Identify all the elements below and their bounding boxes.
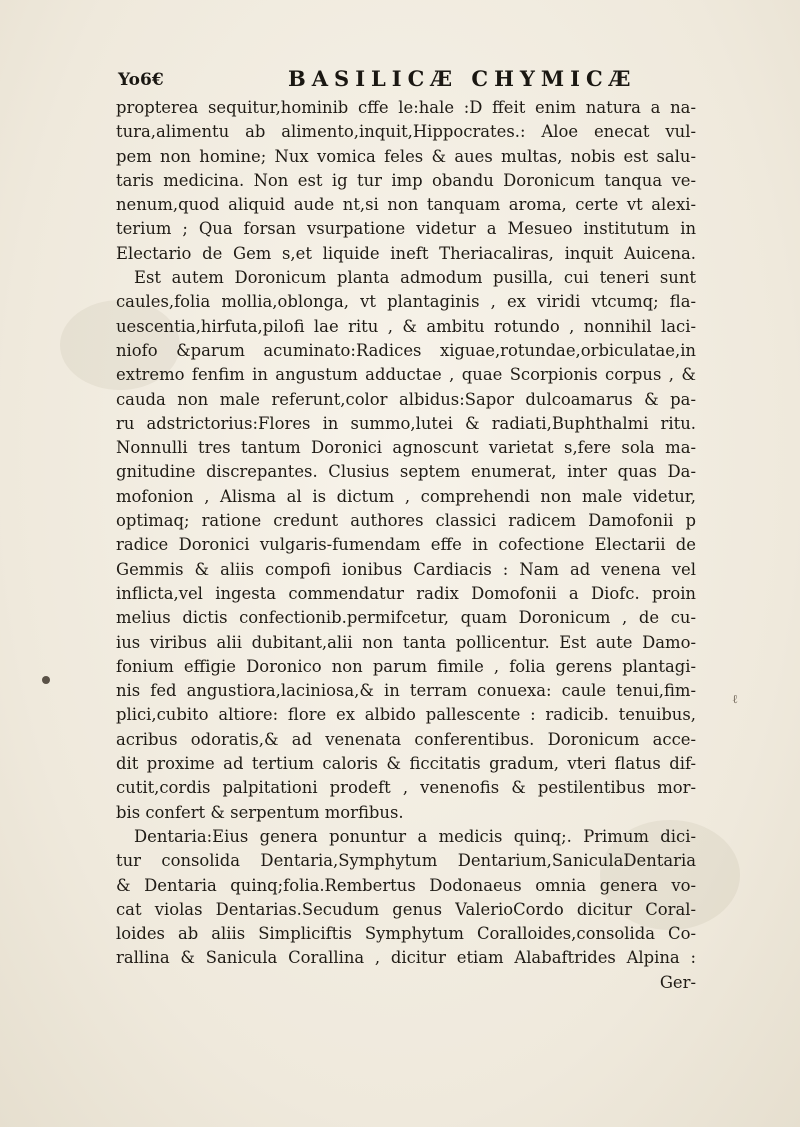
text-line: cutit,cordis palpitationi prodeft , venenofis & pestilentibus mor- (116, 778, 696, 798)
text-line: bis confert & serpentum morfibus. (116, 802, 404, 822)
text-line: terium ; Qua forsan vsurpatione videtur a Mesueo institutum in (116, 219, 696, 239)
text-line: Dentaria:Eius genera ponuntur a medicis quinq;. Primum dici- (134, 826, 696, 846)
margin-ink-dot (42, 676, 50, 684)
text-line: optimaq; ratione credunt authores classici radicem Damofonii p (116, 511, 696, 531)
text-line: fonium effigie Doronico non parum fimile , folia gerens plantagi- (116, 656, 696, 676)
text-line: acribus odoratis,& ad venenata conferentibus. Doronicum acce- (116, 729, 696, 749)
text-line: cat violas Dentarias.Secudum genus ValerioCordo dicitur Coral- (116, 899, 696, 919)
text-line: tur consolida Dentaria,Symphytum Dentarium,SaniculaDentaria (116, 851, 696, 871)
text-line: inflicta,vel ingesta commendatur radix Domofonii a Diofc. proin (116, 583, 696, 603)
text-line: loides ab aliis Simpliciftis Symphytum Coralloides,consolida Co- (116, 924, 696, 944)
text-line: & Dentaria quinq;folia.Rembertus Dodonaeus omnia genera vo- (116, 875, 696, 895)
running-title: BASILICÆ CHYMICÆ (288, 66, 637, 91)
text-line: mofonion , Alisma al is dictum , comprehendi non male videtur, (116, 486, 696, 506)
text-line: nenum,quod aliquid aude nt,si non tanquam aroma, certe vt alexi- (116, 195, 696, 215)
page-number: Yo6€ (118, 70, 164, 90)
text-line: melius dictis confectionib.permifcetur, quam Doronicum , de cu- (116, 608, 696, 628)
text-line: pem non homine; Nux vomica feles & aues multas, nobis est salu- (116, 146, 696, 166)
text-line: niofo &parum acuminato:Radices xiguae,rotundae,orbiculatae,in (116, 340, 696, 360)
catchword: Ger- (659, 972, 696, 992)
text-line: Gemmis & aliis compofi ionibus Cardiacis : Nam ad venena vel (116, 559, 696, 579)
text-line: radice Doronici vulgaris-fumendam effe in cofectione Electarii de (116, 535, 696, 555)
text-line: propterea sequitur,hominib cﬀe le:hale :D ffeit enim natura a na- (116, 98, 696, 117)
text-line: ius viribus alii dubitant,alii non tanta pollicentur. Est aute Damo- (116, 632, 696, 652)
text-line: extremo fenfim in angustum adductae , quae Scorpionis corpus , & (116, 365, 696, 385)
text-line: uescentia,hirfuta,pilofi lae ritu , & ambitu rotundo , nonnihil laci- (116, 316, 696, 336)
text-line: cauda non male referunt,color albidus:Sapor dulcoamarus & pa- (116, 389, 696, 409)
text-line: gnitudine discrepantes. Clusius septem enumerat, inter quas Da- (116, 462, 696, 482)
text-line: plici,cubito altiore: flore ex albido pallescente : radicib. tenuibus, (116, 705, 696, 725)
text-line: Est autem Doronicum planta admodum pusilla, cui teneri sunt (134, 268, 696, 288)
text-line: rallina & Sanicula Corallina , dicitur etiam Alabaftrides Alpina : (116, 948, 696, 968)
text-line: dit proxime ad tertium caloris & ficcitatis gradum, vteri flatus dif- (116, 754, 696, 774)
page-header (118, 66, 698, 96)
text-line: Electario de Gem s,et liquide ineft Theriacaliras, inquit Auicena. (116, 243, 696, 263)
text-line: taris medicina. Non est ig tur imp obandu Doronicum tanqua ve- (116, 170, 696, 190)
text-line: tura,alimentu ab alimento,inquit,Hippocrates.: Aloe enecat vul- (116, 122, 696, 142)
text-line: ru adstrictorius:Flores in summo,lutei & radiati,Buphthalmi ritu. (116, 413, 696, 433)
margin-mark: ℓ (732, 692, 738, 706)
text-line: Nonnulli tres tantum Doronici agnoscunt varietat s,fere sola ma- (116, 438, 696, 458)
text-line: caules,folia mollia,oblonga, vt plantaginis , ex viridi vtcumq; fla- (116, 292, 696, 312)
text-line: nis fed angustiora,laciniosa,& in terram conuexa: caule tenui,fim- (116, 681, 696, 701)
body-text (116, 96, 696, 995)
